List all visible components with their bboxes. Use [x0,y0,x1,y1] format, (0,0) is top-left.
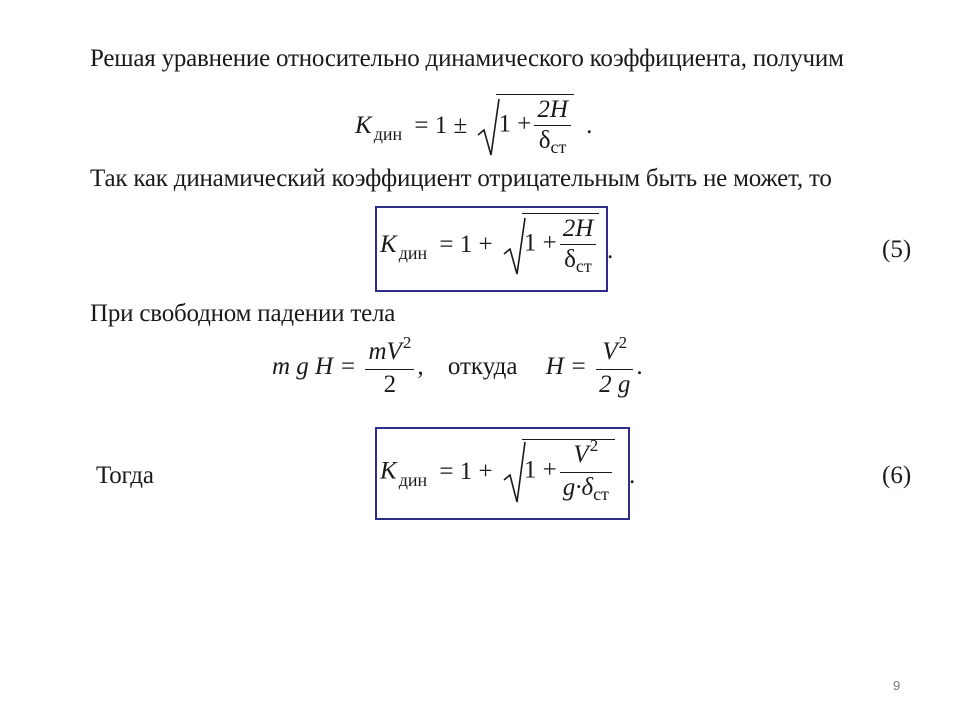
delta-symbol: δ [564,246,576,273]
fraction-denominator: 2 [365,369,414,400]
text-togda: Тогда [96,462,154,489]
fraction-numerator [596,333,633,369]
fraction-denominator [560,244,597,276]
equation-kdyn-plusminus [355,96,592,159]
sqrt-radicand [522,213,599,276]
fraction-numerator: 2H [537,96,568,123]
exponent: 2 [618,333,628,352]
sqrt-radicand [522,435,615,504]
radicand-one-plus: 1 + [523,456,557,484]
equals-one-plus: = 1 + [439,231,493,259]
fraction-2h-delta [560,214,597,276]
comma: , [417,353,424,381]
fraction-2h-delta [534,95,571,157]
k-subscript: дин [398,469,428,490]
v-text: V [602,338,618,365]
delta-subscript: ст [550,137,567,157]
fraction-denominator: 2 g [596,369,633,400]
fraction-v2-over-2g [596,333,633,400]
h-equals: H = [545,353,587,381]
k-symbol: K [380,457,397,485]
fraction-v2-over-g-delta [560,435,612,504]
period: . [629,462,636,489]
delta-symbol: δ [538,127,551,154]
exponent: 2 [402,333,412,352]
page-number: 9 [893,678,901,693]
radicand-one-plus: 1 + [498,110,532,138]
radicand-one-plus: 1 + [523,229,557,257]
otkuda-word: откуда [447,353,518,381]
equals-one-plusminus: = 1 ± [414,112,468,140]
text-line-1: Решая уравнение относительно динамического коэффициента, получим [90,45,844,72]
mgh-lhs: m g H = [272,353,357,381]
mv-text: mV [368,338,402,365]
v-text: V [573,440,589,468]
period: . [607,237,614,264]
k-subscript: дин [373,124,403,145]
fraction-denominator [560,472,612,504]
equation-5 [380,215,599,278]
equation-number-6: (6) [882,462,912,489]
fraction-numerator [365,333,414,369]
equation-6 [380,435,615,506]
sqrt-radicand [496,94,573,157]
delta-subscript: ст [593,483,609,504]
text-line-3: При свободном падении тела [90,300,396,327]
k-symbol: K [355,112,372,140]
equation-free-fall [272,333,643,400]
k-symbol: K [380,231,397,259]
fraction-numerator [560,435,612,472]
exponent: 2 [589,435,599,455]
text-line-2: Так как динамический коэффициент отрицательным быть не может, то [90,165,832,192]
fraction-denominator [534,125,571,157]
g-delta-text: g·δ [562,473,594,501]
period: . [636,353,643,381]
k-subscript: дин [398,243,428,264]
period: . [586,112,593,140]
fraction-numerator: 2H [562,215,594,242]
delta-subscript: ст [575,256,592,276]
equals-one-plus: = 1 + [439,457,493,485]
equation-number-5: (5) [882,236,912,263]
fraction-mv2-over-2 [365,333,414,400]
